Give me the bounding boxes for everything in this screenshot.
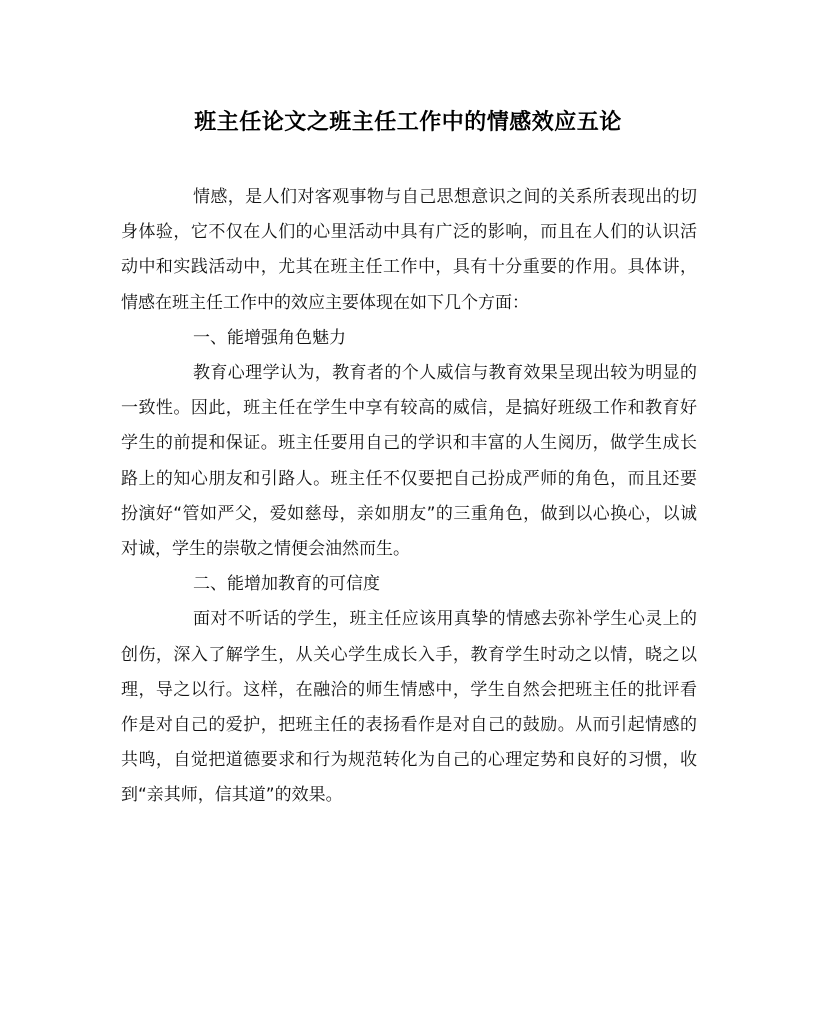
- paragraph-intro: 情感，是人们对客观事物与自己思想意识之间的关系所表现出的切身体验，它不仅在人们的心里活动中具有广泛的影响，而且在人们的认识活动中和实践活动中，尤其在班主任工作中，具有十分重要的作用。具体讲，情感在班主任工作中的效应主要体现在如下几个方面：: [121, 187, 697, 313]
- paragraph-section-1: 教育心理学认为，教育者的个人威信与教育效果呈现出较为明显的一致性。因此，班主任在学生中享有较高的威信，是搞好班级工作和教育好学生的前提和保证。班主任要用自己的学识和丰富的人生阅历，做学生成长路上的知心朋友和引路人。班主任不仅要把自己扮成严师的角色，而且还要扮演好“管如严父，爱如慈母，亲如朋友”的三重角色，做到以心换心，以诚对诚，学生的崇敬之情便会油然而生。: [121, 363, 697, 560]
- section-heading-2: 二、能增加教育的可信度: [193, 574, 380, 595]
- document-title: 班主任论文之班主任工作中的情感效应五论: [194, 109, 622, 135]
- paragraph-section-2: 面对不听话的学生，班主任应该用真挚的情感去弥补学生心灵上的创伤，深入了解学生，从关心学生成长入手，教育学生时动之以情，晓之以理，导之以行。这样，在融洽的师生情感中，学生自然会把班主任的批评看作是对自己的爱护，把班主任的表扬看作是对自己的鼓励。从而引起情感的共鸣，自觉把道德要求和行为规范转化为自己的心理定势和良好的习惯，收到“亲其师，信其道”的效果。: [121, 609, 697, 806]
- section-heading-1: 一、能增强角色魅力: [193, 327, 346, 348]
- document-body: [121, 180, 697, 814]
